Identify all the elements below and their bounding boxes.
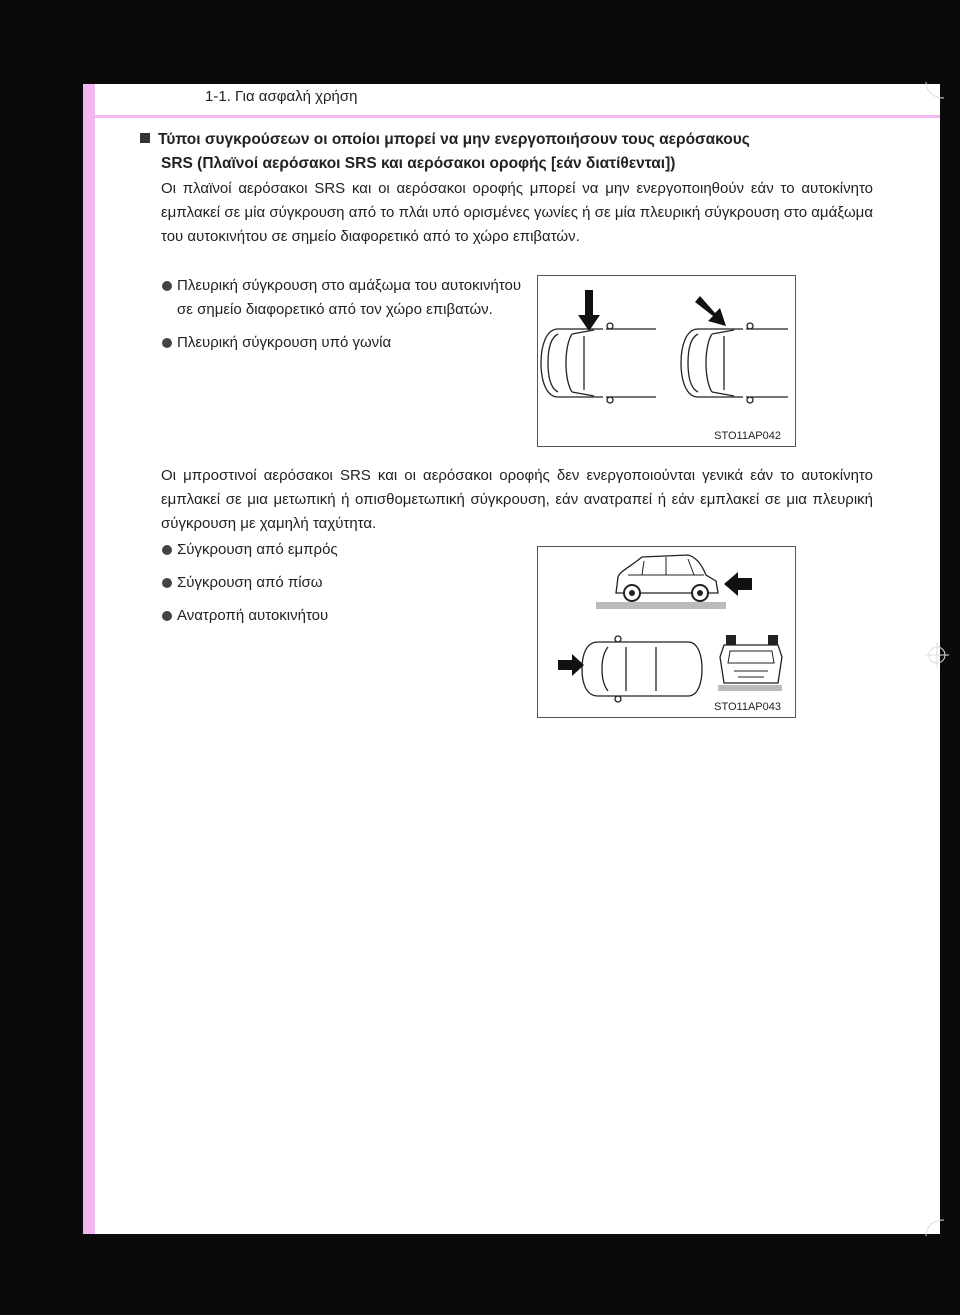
- bullet-list-side: [161, 274, 526, 364]
- arrow-left-icon: [724, 572, 752, 596]
- manual-page: [83, 84, 940, 1234]
- figure-front-rear-rollover: [537, 546, 796, 718]
- list-item: [161, 538, 531, 562]
- list-item: [161, 274, 526, 322]
- crop-mark-icon: [922, 80, 952, 102]
- figure-side-collision: [537, 275, 796, 447]
- section-heading-line1: Τύποι συγκρούσεων οι οποίοι μπορεί να μην ενεργοποιήσουν τους αερόσακους: [158, 131, 750, 148]
- section-heading-line2: SRS (Πλαϊνοί αερόσακοι SRS και αερόσακοι οροφής [εάν διατίθενται]): [161, 155, 676, 172]
- list-item: [161, 604, 531, 628]
- car-top-view-small: [582, 636, 702, 702]
- crop-mark-icon: [922, 1214, 952, 1240]
- bullet-icon: [162, 281, 172, 291]
- list-item: [161, 331, 526, 355]
- car-top-view-right: [681, 323, 788, 403]
- page-header-title: 1-1. Για ασφαλή χρήση: [205, 88, 358, 105]
- side-margin-bar: [83, 84, 95, 1234]
- paragraph-side-airbags: Οι πλαϊνοί αερόσακοι SRS και οι αερόσακοι οροφής μπορεί να μην ενεργοποιηθούν εάν το αυτοκίνητο εμπλακεί σε μία σύγκρουση από το πλάι υπό ορισμένες γωνίες ή σε μία πλευρική σύγκρουση στο αμάξωμα του αυτοκινήτου σε σημείο διαφορετικό από το χώρο επιβατών.: [161, 180, 873, 245]
- bullet-text: Πλευρική σύγκρουση στο αμάξωμα του αυτοκινήτου σε σημείο διαφορετικό από τον χώρο επιβατών.: [177, 277, 522, 318]
- bullet-icon: [162, 338, 172, 348]
- arrow-diagonal-icon: [695, 296, 726, 326]
- bullet-icon: [162, 611, 172, 621]
- figure-code: STO11AP042: [714, 430, 781, 442]
- square-bullet-icon: [140, 133, 150, 143]
- car-overturned: [718, 635, 782, 691]
- bullet-icon: [162, 578, 172, 588]
- paragraph-front-airbags: Οι μπροστινοί αερόσακοι SRS και οι αερόσακοι οροφής δεν ενεργοποιούνται γενικά εάν το αυτοκίνητο εμπλακεί σε μια μετωπική ή οπισθομετωπική σύγκρουση, εάν ανατραπεί ή εάν εμπλακεί σε μια πλευρική σύγκρουση με χαμηλή ταχύτητα.: [161, 467, 873, 532]
- figure-code: STO11AP043: [714, 701, 781, 713]
- section-heading: [140, 128, 870, 176]
- car-top-view-left: [541, 323, 656, 403]
- bullet-text: Ανατροπή αυτοκινήτου: [177, 607, 329, 624]
- side-collision-illustration: [538, 276, 795, 446]
- bullet-icon: [162, 545, 172, 555]
- arrow-right-icon: [558, 654, 584, 676]
- front-rear-rollover-illustration: [538, 547, 795, 717]
- car-side-view: [596, 555, 726, 609]
- header-rule: [95, 115, 940, 118]
- bullet-text: Σύγκρουση από πίσω: [177, 574, 323, 591]
- arrow-down-icon: [578, 290, 600, 331]
- list-item: [161, 571, 531, 595]
- bullet-text: Πλευρική σύγκρουση υπό γωνία: [177, 334, 392, 351]
- bullet-list-front: [161, 538, 531, 637]
- bullet-text: Σύγκρουση από εμπρός: [177, 541, 338, 558]
- registration-mark-icon: [922, 640, 952, 670]
